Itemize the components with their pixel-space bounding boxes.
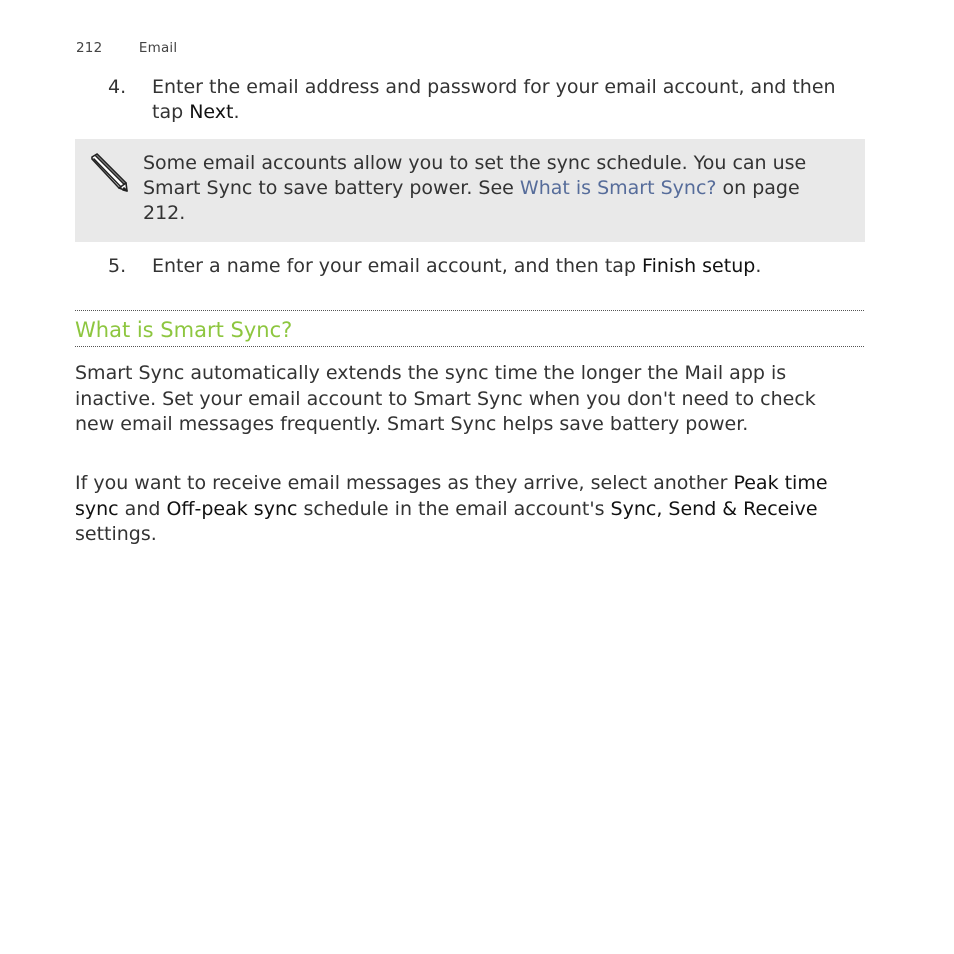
paragraph-text: schedule in the email account's	[297, 497, 611, 520]
pencil-icon	[88, 152, 130, 194]
step-text-after: .	[233, 101, 240, 123]
paragraph-text: and	[118, 497, 167, 520]
ui-term-off-peak-sync: Off-peak sync	[166, 497, 298, 520]
step-5	[108, 254, 858, 279]
ui-term-sync-send-receive: Sync, Send & Receive	[610, 497, 818, 520]
page-header	[76, 40, 177, 56]
header-section-name: Email	[138, 40, 178, 56]
step-text	[152, 254, 858, 279]
section-divider-top	[75, 310, 864, 311]
note-box	[75, 139, 865, 242]
ui-term-next: Next	[189, 101, 234, 123]
note-text	[143, 151, 843, 226]
step-text	[152, 75, 858, 125]
body-paragraph-1: Smart Sync automatically extends the sync time the longer the Mail app is inactive. Set your email account to Smart Sync when you don't need to check new email messages frequently. Smart Sync helps save battery power.	[75, 362, 816, 435]
step-number: 4.	[108, 76, 127, 98]
section-divider-bottom	[75, 346, 864, 347]
ui-term-finish-setup: Finish setup	[642, 255, 756, 277]
step-4	[108, 75, 858, 125]
note-text-after: on page 212.	[143, 177, 800, 224]
ui-term-peak-time-sync: Peak time sync	[75, 472, 828, 520]
paragraph-text: If you want to receive email messages as they arrive, select another	[75, 472, 734, 494]
step-text-after: .	[755, 255, 762, 277]
step-text-before: Enter a name for your email account, and then tap	[152, 255, 643, 277]
step-number: 5.	[108, 255, 127, 277]
paragraph-text: settings.	[75, 523, 157, 545]
note-text-before: Some email accounts allow you to set the sync schedule. You can use Smart Sync to save battery power. See	[143, 152, 807, 199]
body-paragraph-2	[75, 471, 860, 548]
note-link-smart-sync[interactable]: What is Smart Sync?	[519, 177, 717, 199]
section-heading: What is Smart Sync?	[75, 318, 293, 342]
page-number: 212	[76, 40, 103, 56]
step-text-before: Enter the email address and password for your email account, and then tap	[152, 76, 836, 123]
